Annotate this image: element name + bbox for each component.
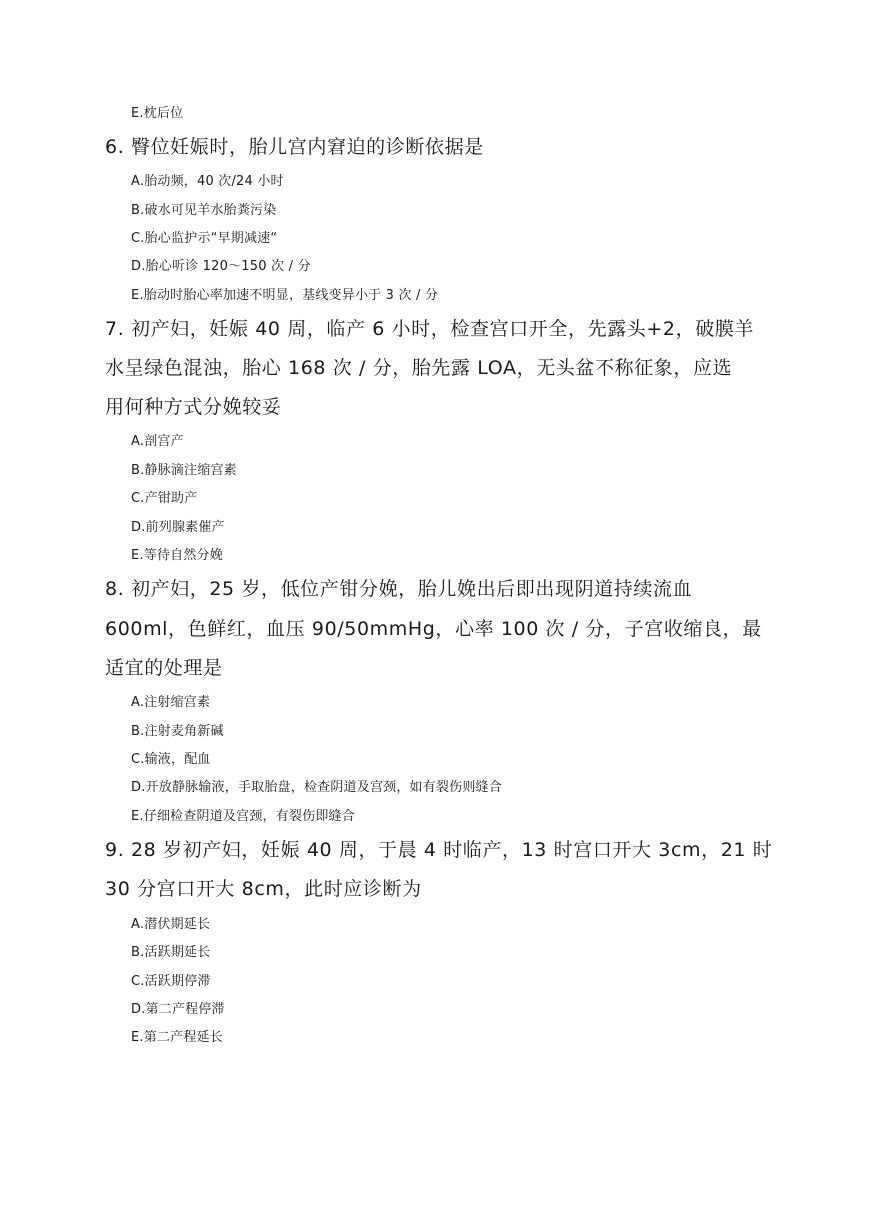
q9-option-a: A.潜伏期延长 xyxy=(131,917,211,932)
q7-option-a: A.剖宫产 xyxy=(131,434,184,449)
q9-option-e: E.第二产程延长 xyxy=(131,1030,223,1045)
q6-option-a: A.胎动频，40 次/24 小时 xyxy=(131,174,284,189)
q8-option-c: C.输液，配血 xyxy=(131,752,211,767)
q8-option-b: B.注射麦角新碱 xyxy=(131,724,224,739)
q8-stem-line-2: 600ml，色鲜红，血压 90/50mmHg，心率 100 次 / 分，子宫收缩良，最 xyxy=(105,618,762,640)
q7-stem-line-3: 用何种方式分娩较妥 xyxy=(105,396,282,418)
q6-option-e: E.胎动时胎心率加速不明显，基线变异小于 3 次 / 分 xyxy=(131,288,439,303)
q8-option-d: D.开放静脉输液，手取胎盘，检查阴道及宫颈，如有裂伤则缝合 xyxy=(131,780,502,795)
q7-option-b: B.静脉滴注缩宫素 xyxy=(131,463,237,478)
q6-option-b: B.破水可见羊水胎粪污染 xyxy=(131,203,277,218)
q6-option-d: D.胎心听诊 120～150 次 / 分 xyxy=(131,259,311,274)
q6-stem-line-1: 6. 臀位妊娠时，胎儿宫内窘迫的诊断依据是 xyxy=(105,136,484,158)
q9-option-c: C.活跃期停滞 xyxy=(131,974,211,989)
q8-option-a: A.注射缩宫素 xyxy=(131,695,211,710)
q9-stem-line-1: 9. 28 岁初产妇，妊娠 40 周，于晨 4 时临产，13 时宫口开大 3cm，21 时 xyxy=(105,839,773,861)
q5-option-e: E.枕后位 xyxy=(131,106,184,121)
q9-stem-line-2: 30 分宫口开大 8cm，此时应诊断为 xyxy=(105,878,422,900)
q6-option-c: C.胎心监护示“早期减速“ xyxy=(131,231,278,246)
q8-option-e: E.仔细检查阴道及宫颈，有裂伤即缝合 xyxy=(131,809,355,824)
q9-option-b: B.活跃期延长 xyxy=(131,945,211,960)
q9-option-d: D.第二产程停滞 xyxy=(131,1002,225,1017)
q7-option-e: E.等待自然分娩 xyxy=(131,548,223,563)
q7-option-d: D.前列腺素催产 xyxy=(131,520,225,535)
q7-stem-line-1: 7. 初产妇，妊娠 40 周，临产 6 小时，检查宫口开全，先露头+2，破膜羊 xyxy=(105,318,755,340)
q8-stem-line-1: 8. 初产妇，25 岁，低位产钳分娩，胎儿娩出后即出现阴道持续流血 xyxy=(105,578,693,600)
q8-stem-line-3: 适宜的处理是 xyxy=(105,657,223,679)
q7-option-c: C.产钳助产 xyxy=(131,491,198,506)
q7-stem-line-2: 水呈绿色混浊，胎心 168 次 / 分，胎先露 LOA，无头盆不称征象，应选 xyxy=(105,357,733,379)
